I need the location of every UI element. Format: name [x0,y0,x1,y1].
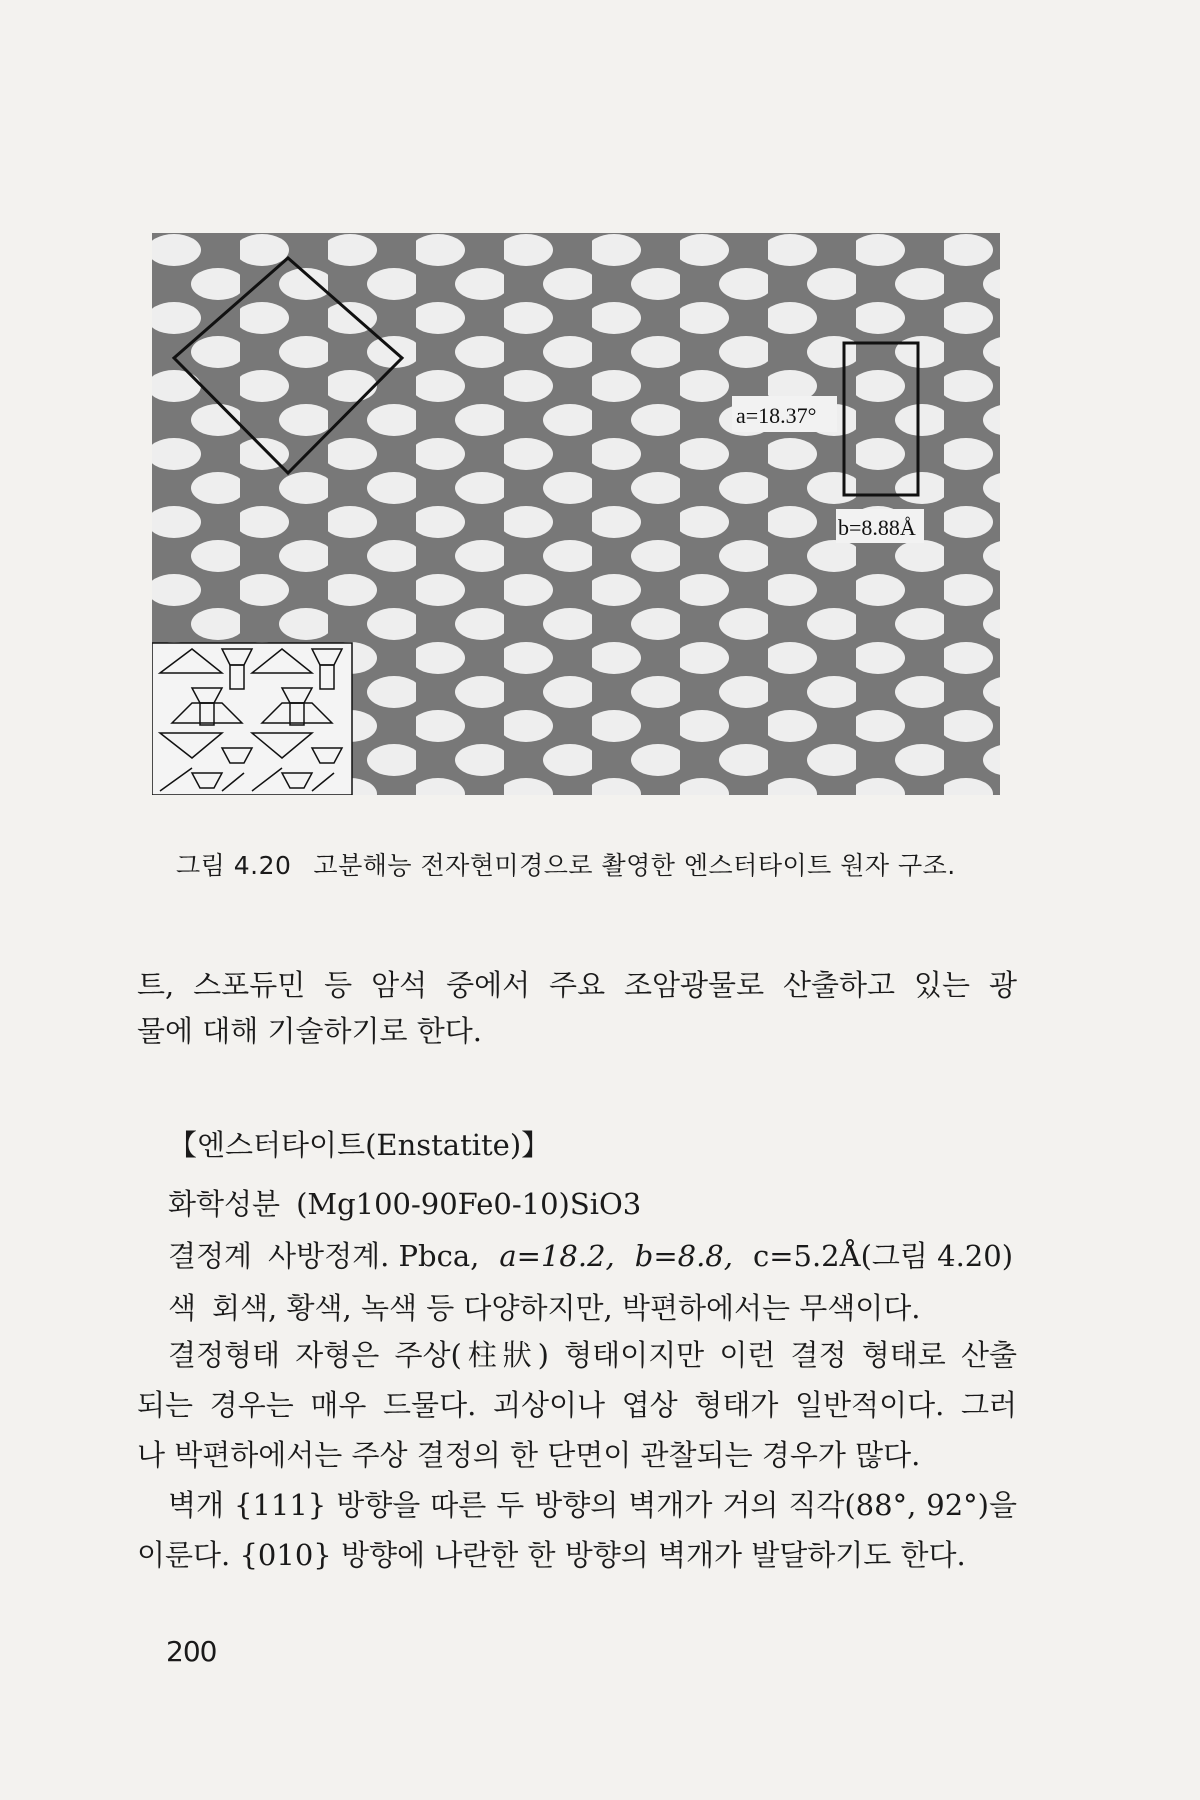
chemistry-row [168,1178,1013,1230]
caption-text: 고분해능 전자현미경으로 촬영한 엔스터타이트 원자 구조. [313,851,956,880]
label-a: a=18.37° [736,403,817,428]
chemistry-label: 화학성분 [168,1187,281,1221]
hrtem-image [152,233,1000,795]
intro-paragraph [137,962,1017,1054]
caption-number: 그림 4.20 [176,851,292,880]
cleavage-paragraph [137,1480,1017,1580]
color-label: 색 [168,1291,197,1325]
a-value: a=18.2, [499,1239,615,1273]
crystal-label: 결정계 [168,1239,253,1273]
color-row [168,1282,1013,1334]
habit-line-2: 되는 경우는 매우 드물다. 괴상이나 엽상 형태가 일반적이다. 그러 [137,1388,1017,1422]
crystal-value: 사방정계. Pbca, [268,1239,480,1273]
habit-paragraph [137,1330,1017,1480]
chemistry-value: (Mg100-90Fe0-10)SiO3 [296,1187,642,1221]
intro-line-1: 트, 스포듀민 등 암석 중에서 주요 조암광물로 산출하고 있는 광 [137,968,1017,1002]
mineral-properties [168,1178,1013,1334]
cleavage-line-1: 벽개 {111} 방향을 따른 두 방향의 벽개가 거의 직각(88°, 92°)을 [168,1488,1017,1522]
habit-line-1: 결정형태 자형은 주상(柱狀) 형태이지만 이런 결정 형태로 산출 [168,1338,1017,1372]
crystal-system-row [168,1230,1013,1282]
b-value: b=8.8, [634,1239,733,1273]
hrtem-figure [152,233,1000,795]
label-b: b=8.88Å [838,515,916,540]
structure-model-inset [152,643,352,795]
page-number: 200 [166,1635,217,1668]
intro-line-2: 물에 대해 기술하기로 한다. [137,1014,483,1048]
color-value: 회색, 황색, 녹색 등 다양하지만, 박편하에서는 무색이다. [212,1291,921,1325]
cleavage-line-2: 이룬다. {010} 방향에 나란한 한 방향의 벽개가 발달하기도 한다. [137,1538,966,1572]
c-value: c=5.2Å(그림 4.20) [752,1239,1014,1273]
section-title: 【엔스터타이트(Enstatite)】 [168,1128,551,1162]
habit-line-3: 나 박편하에서는 주상 결정의 한 단면이 관찰되는 경우가 많다. [137,1438,921,1472]
figure-caption [176,846,1076,882]
